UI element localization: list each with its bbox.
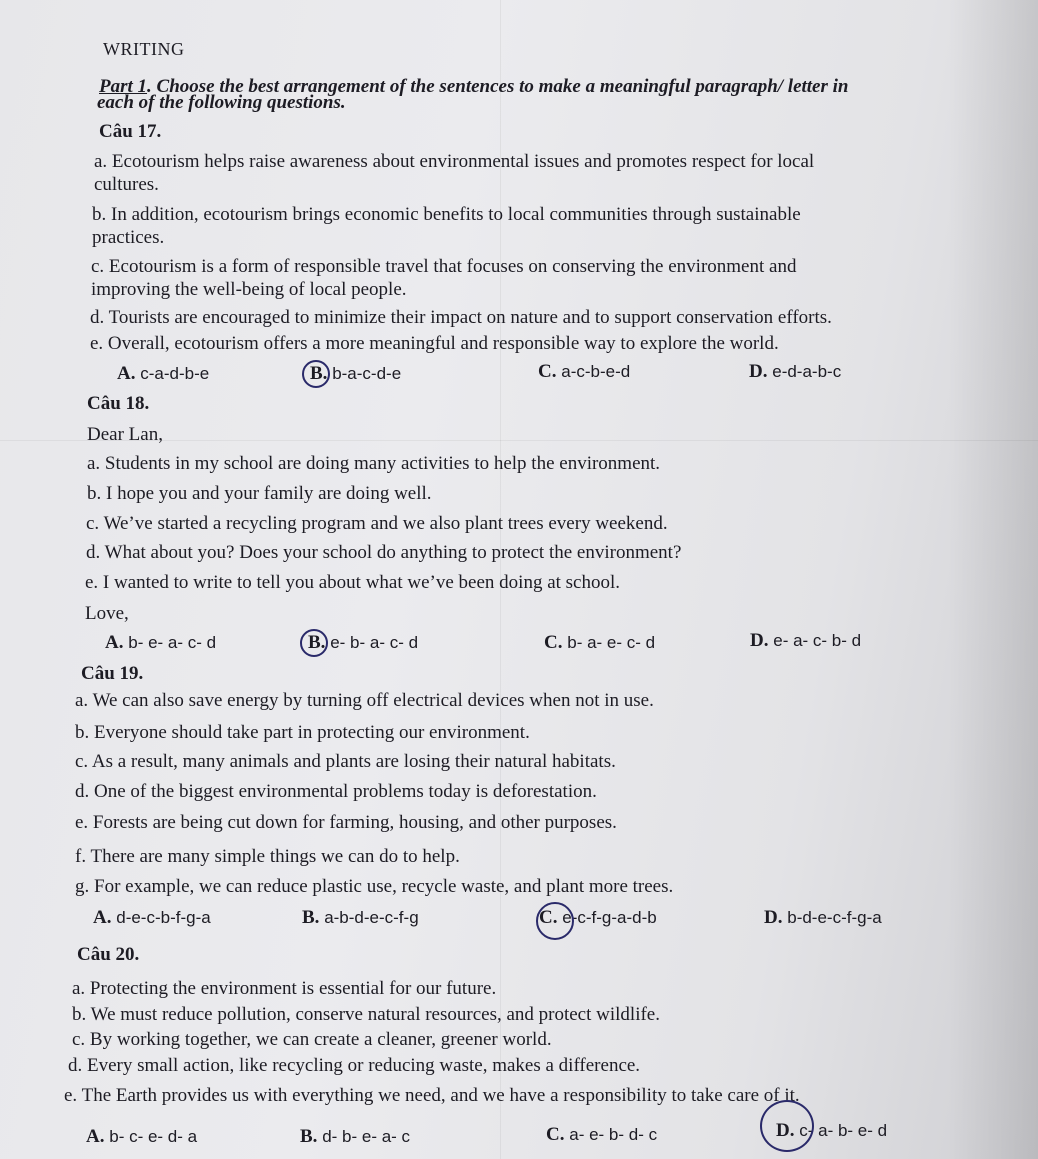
q17-sentence-e: e. Overall, ecotourism offers a more meaningful and responsible way to explore the world. xyxy=(90,333,779,354)
q19-sentence-c: c. As a result, many animals and plants are losing their natural habitats. xyxy=(75,751,616,772)
q20-option-b[interactable] xyxy=(300,1126,410,1148)
option-value: c-a-d-b-e xyxy=(140,364,210,383)
section-title: WRITING xyxy=(103,39,185,59)
q18-sentence-b: b. I hope you and your family are doing well. xyxy=(87,483,432,504)
q20-sentence-b: b. We must reduce pollution, conserve natural resources, and protect wildlife. xyxy=(72,1004,660,1025)
option-letter: C. xyxy=(546,1124,565,1145)
option-value: d-e-c-b-f-g-a xyxy=(116,908,211,927)
q19-sentence-f: f. There are many simple things we can do to help. xyxy=(75,846,460,867)
option-letter: B. xyxy=(300,1126,318,1147)
q17-title: Câu 17. xyxy=(99,121,162,142)
q19-option-d[interactable] xyxy=(764,907,882,929)
option-value: b- e- a- c- d xyxy=(128,633,217,652)
q20-sentence-a: a. Protecting the environment is essential for our future. xyxy=(72,978,497,999)
part-label: Part 1 xyxy=(99,76,148,97)
q18-sentence-e: e. I wanted to write to tell you about what we’ve been doing at school. xyxy=(85,572,621,593)
q19-sentence-b: b. Everyone should take part in protecting our environment. xyxy=(75,722,530,743)
q19-option-c[interactable] xyxy=(539,907,657,929)
option-value: e- b- a- c- d xyxy=(330,633,419,652)
q19-sentence-g: g. For example, we can reduce plastic use, recycle waste, and plant more trees. xyxy=(75,876,674,897)
option-value: e- a- c- b- d xyxy=(773,631,862,650)
q19-sentence-a: a. We can also save energy by turning off electrical devices when not in use. xyxy=(75,690,654,711)
option-value: d- b- e- a- c xyxy=(322,1127,411,1146)
option-letter: B. xyxy=(308,632,326,653)
option-value: e-c-f-g-a-d-b xyxy=(562,908,657,927)
option-value: b-d-e-c-f-g-a xyxy=(787,908,882,927)
q20-sentence-e: e. The Earth provides us with everything we need, and we have a responsibility to take care of it. xyxy=(64,1085,800,1106)
option-value: a- e- b- d- c xyxy=(569,1125,658,1144)
q19-option-b[interactable] xyxy=(302,907,419,929)
q18-sentence-a: a. Students in my school are doing many activities to help the environment. xyxy=(87,453,661,474)
option-value: a-c-b-e-d xyxy=(561,362,631,381)
option-letter: B. xyxy=(310,363,328,384)
q18-closing: Love, xyxy=(85,603,129,624)
option-letter: A. xyxy=(117,363,136,384)
q18-sentence-d: d. What about you? Does your school do anything to protect the environment? xyxy=(86,542,682,563)
q20-option-d[interactable] xyxy=(776,1120,887,1142)
q19-title: Câu 19. xyxy=(81,663,144,684)
option-letter: C. xyxy=(538,361,557,382)
q17-sentence-c-1: c. Ecotourism is a form of responsible travel that focuses on conserving the environment and xyxy=(91,256,797,277)
option-letter: D. xyxy=(776,1120,795,1141)
q17-sentence-a-2: cultures. xyxy=(94,174,159,195)
q20-title: Câu 20. xyxy=(77,944,140,965)
q17-option-a[interactable] xyxy=(117,363,209,385)
instruction-text-1: . Choose the best arrangement of the sentences to make a meaningful paragraph/ letter in xyxy=(147,76,849,97)
option-letter: D. xyxy=(749,361,768,382)
q20-option-a[interactable] xyxy=(86,1126,197,1148)
q17-sentence-d: d. Tourists are encouraged to minimize their impact on nature and to support conservation efforts. xyxy=(90,307,832,328)
q19-sentence-d: d. One of the biggest environmental problems today is deforestation. xyxy=(75,781,597,802)
q17-option-c[interactable] xyxy=(538,361,630,383)
q17-option-d[interactable] xyxy=(749,361,841,383)
q18-sentence-c: c. We’ve started a recycling program and we also plant trees every weekend. xyxy=(86,513,668,534)
q18-option-c[interactable] xyxy=(544,632,655,654)
option-value: b- a- e- c- d xyxy=(567,633,656,652)
q19-option-a[interactable] xyxy=(93,907,211,929)
q17-sentence-b-2: practices. xyxy=(92,227,165,248)
option-letter: A. xyxy=(105,632,124,653)
q17-sentence-c-2: improving the well-being of local people. xyxy=(91,279,407,300)
option-letter: B. xyxy=(302,907,320,928)
q17-sentence-a-1: a. Ecotourism helps raise awareness about environmental issues and promotes respect for local xyxy=(94,151,815,172)
option-value: b- c- e- d- a xyxy=(109,1127,198,1146)
q17-sentence-b-1: b. In addition, ecotourism brings economic benefits to local communities through sustainable xyxy=(92,204,801,225)
option-letter: D. xyxy=(764,907,783,928)
q20-sentence-d: d. Every small action, like recycling or reducing waste, makes a difference. xyxy=(68,1055,641,1076)
q20-sentence-c: c. By working together, we can create a cleaner, greener world. xyxy=(72,1029,552,1050)
q18-option-a[interactable] xyxy=(105,632,216,654)
option-value: a-b-d-e-c-f-g xyxy=(324,908,419,927)
option-value: b-a-c-d-e xyxy=(332,364,402,383)
option-letter: C. xyxy=(539,907,558,928)
q18-option-b[interactable] xyxy=(308,632,418,654)
option-letter: D. xyxy=(750,630,769,651)
option-value: c- a- b- e- d xyxy=(799,1121,888,1140)
option-letter: A. xyxy=(86,1126,105,1147)
option-letter: C. xyxy=(544,632,563,653)
q18-greeting: Dear Lan, xyxy=(87,424,163,445)
q19-sentence-e: e. Forests are being cut down for farming, housing, and other purposes. xyxy=(75,812,617,833)
option-letter: A. xyxy=(93,907,112,928)
option-value: e-d-a-b-c xyxy=(772,362,842,381)
instruction-line-2: each of the following questions. xyxy=(97,92,346,113)
q17-option-b[interactable] xyxy=(310,363,401,385)
q20-option-c[interactable] xyxy=(546,1124,657,1146)
q18-option-d[interactable] xyxy=(750,630,861,652)
q18-title: Câu 18. xyxy=(87,393,150,414)
